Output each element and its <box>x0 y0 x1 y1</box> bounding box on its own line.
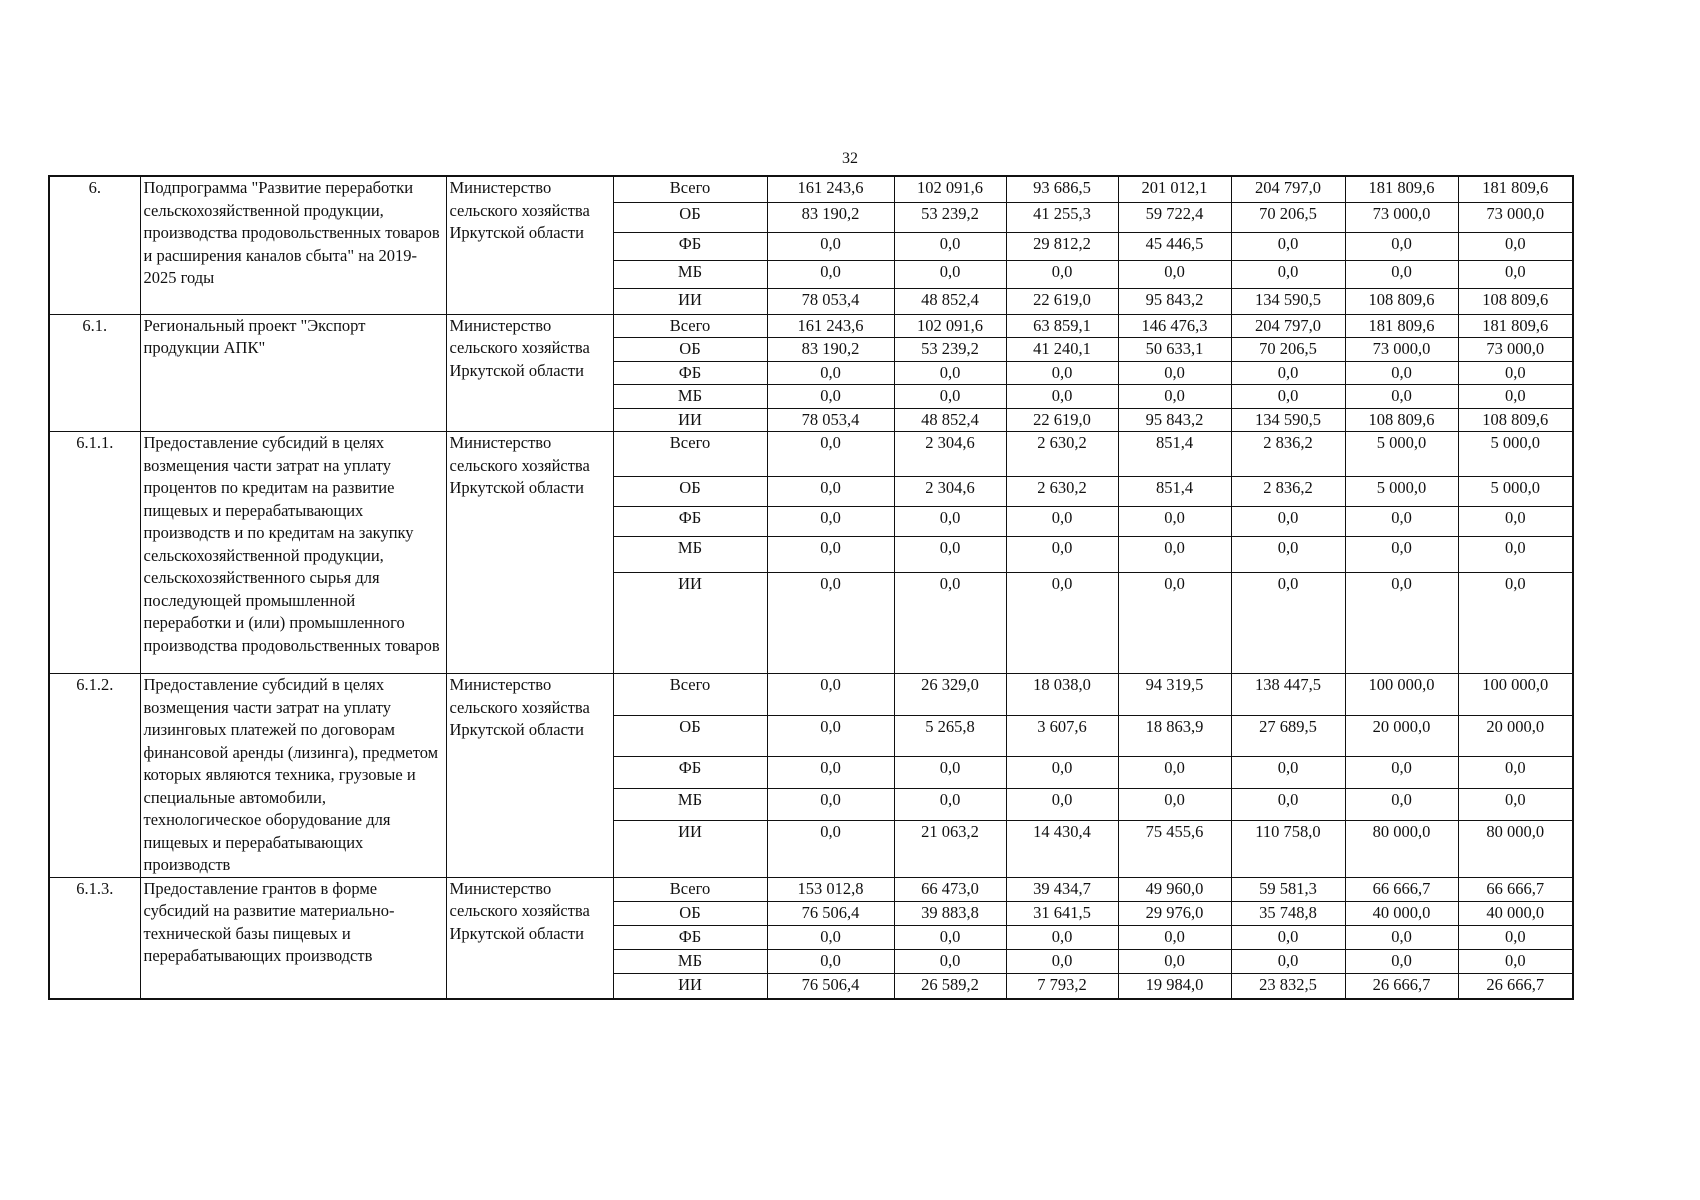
amount-cell: 66 473,0 <box>894 877 1006 901</box>
amount-cell: 0,0 <box>1231 385 1345 409</box>
amount-cell: 102 091,6 <box>894 176 1006 202</box>
page-number: 32 <box>842 150 858 167</box>
funding-source: ОБ <box>613 338 767 362</box>
amount-cell: 0,0 <box>894 507 1006 537</box>
amount-cell: 108 809,6 <box>1458 408 1573 432</box>
amount-cell: 95 843,2 <box>1118 408 1231 432</box>
amount-cell: 0,0 <box>1006 385 1118 409</box>
amount-cell: 100 000,0 <box>1458 674 1573 716</box>
amount-cell: 2 836,2 <box>1231 432 1345 477</box>
amount-cell: 181 809,6 <box>1458 314 1573 338</box>
amount-cell: 181 809,6 <box>1458 176 1573 202</box>
funding-source: ОБ <box>613 716 767 756</box>
amount-cell: 0,0 <box>1458 361 1573 385</box>
amount-cell: 161 243,6 <box>767 176 894 202</box>
amount-cell: 0,0 <box>1006 788 1118 820</box>
item-number: 6.1.1. <box>49 432 140 674</box>
responsible-executor: Министерство сельского хозяйства Иркутской области <box>446 432 613 674</box>
amount-cell: 73 000,0 <box>1458 338 1573 362</box>
amount-cell: 18 863,9 <box>1118 716 1231 756</box>
funding-source: Всего <box>613 176 767 202</box>
item-name: Подпрограмма "Развитие переработки сельскохозяйственной продукции, производства продовольственных товаров и расширения каналов сбыта" на 2019-2025 годы <box>140 176 446 314</box>
amount-cell: 0,0 <box>894 385 1006 409</box>
funding-source: МБ <box>613 788 767 820</box>
amount-cell: 40 000,0 <box>1345 901 1458 925</box>
amount-cell: 31 641,5 <box>1006 901 1118 925</box>
amount-cell: 29 812,2 <box>1006 232 1118 260</box>
amount-cell: 0,0 <box>1231 507 1345 537</box>
amount-cell: 48 852,4 <box>894 288 1006 314</box>
amount-cell: 0,0 <box>1231 788 1345 820</box>
amount-cell: 0,0 <box>1458 232 1573 260</box>
funding-source: МБ <box>613 385 767 409</box>
amount-cell: 76 506,4 <box>767 901 894 925</box>
amount-cell: 0,0 <box>1006 949 1118 973</box>
funding-source: Всего <box>613 674 767 716</box>
amount-cell: 851,4 <box>1118 432 1231 477</box>
amount-cell: 2 836,2 <box>1231 477 1345 507</box>
amount-cell: 0,0 <box>767 232 894 260</box>
amount-cell: 0,0 <box>767 432 894 477</box>
funding-source: Всего <box>613 877 767 901</box>
item-name: Предоставление субсидий в целях возмещения части затрат на уплату лизинговых платежей по договорам финансовой аренды (лизинга), предметом которых являются техника, грузовые и специальные автомобили, технологическое оборудование для пищевых и перерабатывающих производств <box>140 674 446 878</box>
amount-cell: 181 809,6 <box>1345 176 1458 202</box>
funding-source: МБ <box>613 260 767 288</box>
amount-cell: 108 809,6 <box>1345 408 1458 432</box>
amount-cell: 78 053,4 <box>767 408 894 432</box>
item-name: Предоставление грантов в форме субсидий на развитие материально-технической базы пищевых и перерабатывающих производств <box>140 877 446 999</box>
amount-cell: 70 206,5 <box>1231 338 1345 362</box>
amount-cell: 39 434,7 <box>1006 877 1118 901</box>
amount-cell: 73 000,0 <box>1345 338 1458 362</box>
amount-cell: 0,0 <box>767 788 894 820</box>
amount-cell: 2 304,6 <box>894 477 1006 507</box>
amount-cell: 0,0 <box>1458 260 1573 288</box>
table-row <box>49 176 1573 202</box>
budget-table <box>48 175 1574 1000</box>
amount-cell: 0,0 <box>767 821 894 877</box>
amount-cell: 53 239,2 <box>894 338 1006 362</box>
table-row <box>49 314 1573 338</box>
table-row <box>49 877 1573 901</box>
amount-cell: 0,0 <box>1118 788 1231 820</box>
item-number: 6. <box>49 176 140 314</box>
amount-cell: 204 797,0 <box>1231 314 1345 338</box>
amount-cell: 0,0 <box>1345 361 1458 385</box>
amount-cell: 0,0 <box>1006 573 1118 674</box>
amount-cell: 50 633,1 <box>1118 338 1231 362</box>
amount-cell: 75 455,6 <box>1118 821 1231 877</box>
amount-cell: 0,0 <box>1118 260 1231 288</box>
amount-cell: 41 240,1 <box>1006 338 1118 362</box>
funding-source: ИИ <box>613 288 767 314</box>
amount-cell: 0,0 <box>894 232 1006 260</box>
amount-cell: 851,4 <box>1118 477 1231 507</box>
amount-cell: 153 012,8 <box>767 877 894 901</box>
amount-cell: 76 506,4 <box>767 973 894 999</box>
amount-cell: 0,0 <box>894 949 1006 973</box>
item-name: Региональный проект "Экспорт продукции АПК" <box>140 314 446 432</box>
amount-cell: 5 000,0 <box>1345 432 1458 477</box>
amount-cell: 19 984,0 <box>1118 973 1231 999</box>
amount-cell: 45 446,5 <box>1118 232 1231 260</box>
amount-cell: 5 265,8 <box>894 716 1006 756</box>
amount-cell: 26 329,0 <box>894 674 1006 716</box>
amount-cell: 0,0 <box>1345 507 1458 537</box>
amount-cell: 0,0 <box>767 756 894 788</box>
amount-cell: 0,0 <box>894 788 1006 820</box>
amount-cell: 108 809,6 <box>1345 288 1458 314</box>
amount-cell: 83 190,2 <box>767 202 894 232</box>
funding-source: ФБ <box>613 361 767 385</box>
amount-cell: 0,0 <box>1231 537 1345 573</box>
amount-cell: 0,0 <box>767 573 894 674</box>
amount-cell: 0,0 <box>1006 361 1118 385</box>
responsible-executor: Министерство сельского хозяйства Иркутской области <box>446 674 613 878</box>
amount-cell: 0,0 <box>1345 232 1458 260</box>
amount-cell: 102 091,6 <box>894 314 1006 338</box>
item-name: Предоставление субсидий в целях возмещения части затрат на уплату процентов по кредитам на развитие пищевых и перерабатывающих производств и по кредитам на закупку сельскохозяйственной продукции, сельскохозяйственного сырья для последующей промышленной переработки и (или) промышленного производства продовольственных товаров <box>140 432 446 674</box>
amount-cell: 83 190,2 <box>767 338 894 362</box>
amount-cell: 0,0 <box>1458 756 1573 788</box>
amount-cell: 0,0 <box>1006 507 1118 537</box>
amount-cell: 0,0 <box>767 925 894 949</box>
amount-cell: 0,0 <box>767 260 894 288</box>
funding-source: ИИ <box>613 408 767 432</box>
amount-cell: 0,0 <box>1118 756 1231 788</box>
amount-cell: 0,0 <box>1118 537 1231 573</box>
amount-cell: 0,0 <box>1458 925 1573 949</box>
amount-cell: 0,0 <box>1231 925 1345 949</box>
amount-cell: 70 206,5 <box>1231 202 1345 232</box>
amount-cell: 100 000,0 <box>1345 674 1458 716</box>
amount-cell: 204 797,0 <box>1231 176 1345 202</box>
amount-cell: 14 430,4 <box>1006 821 1118 877</box>
amount-cell: 0,0 <box>767 674 894 716</box>
funding-source: ИИ <box>613 821 767 877</box>
amount-cell: 0,0 <box>1006 756 1118 788</box>
amount-cell: 0,0 <box>767 385 894 409</box>
amount-cell: 22 619,0 <box>1006 408 1118 432</box>
amount-cell: 0,0 <box>1458 507 1573 537</box>
amount-cell: 20 000,0 <box>1345 716 1458 756</box>
amount-cell: 0,0 <box>1345 260 1458 288</box>
funding-source: ИИ <box>613 573 767 674</box>
amount-cell: 0,0 <box>894 260 1006 288</box>
amount-cell: 66 666,7 <box>1458 877 1573 901</box>
amount-cell: 35 748,8 <box>1231 901 1345 925</box>
amount-cell: 134 590,5 <box>1231 288 1345 314</box>
amount-cell: 59 581,3 <box>1231 877 1345 901</box>
amount-cell: 0,0 <box>1006 260 1118 288</box>
amount-cell: 0,0 <box>1231 361 1345 385</box>
amount-cell: 0,0 <box>1345 788 1458 820</box>
amount-cell: 80 000,0 <box>1345 821 1458 877</box>
amount-cell: 108 809,6 <box>1458 288 1573 314</box>
funding-source: ФБ <box>613 756 767 788</box>
amount-cell: 0,0 <box>1345 385 1458 409</box>
amount-cell: 26 666,7 <box>1458 973 1573 999</box>
item-number: 6.1.3. <box>49 877 140 999</box>
amount-cell: 0,0 <box>767 477 894 507</box>
amount-cell: 23 832,5 <box>1231 973 1345 999</box>
responsible-executor: Министерство сельского хозяйства Иркутской области <box>446 877 613 999</box>
amount-cell: 93 686,5 <box>1006 176 1118 202</box>
amount-cell: 0,0 <box>1231 260 1345 288</box>
funding-source: МБ <box>613 949 767 973</box>
amount-cell: 22 619,0 <box>1006 288 1118 314</box>
amount-cell: 29 976,0 <box>1118 901 1231 925</box>
amount-cell: 27 689,5 <box>1231 716 1345 756</box>
amount-cell: 134 590,5 <box>1231 408 1345 432</box>
amount-cell: 73 000,0 <box>1345 202 1458 232</box>
amount-cell: 0,0 <box>894 756 1006 788</box>
amount-cell: 161 243,6 <box>767 314 894 338</box>
amount-cell: 0,0 <box>894 537 1006 573</box>
amount-cell: 0,0 <box>767 949 894 973</box>
amount-cell: 49 960,0 <box>1118 877 1231 901</box>
amount-cell: 0,0 <box>894 573 1006 674</box>
amount-cell: 0,0 <box>1458 788 1573 820</box>
funding-source: ИИ <box>613 973 767 999</box>
amount-cell: 0,0 <box>894 925 1006 949</box>
amount-cell: 0,0 <box>1006 537 1118 573</box>
amount-cell: 53 239,2 <box>894 202 1006 232</box>
amount-cell: 0,0 <box>1458 385 1573 409</box>
amount-cell: 0,0 <box>1231 232 1345 260</box>
amount-cell: 0,0 <box>1345 925 1458 949</box>
amount-cell: 20 000,0 <box>1458 716 1573 756</box>
amount-cell: 0,0 <box>1231 756 1345 788</box>
amount-cell: 0,0 <box>1118 385 1231 409</box>
amount-cell: 7 793,2 <box>1006 973 1118 999</box>
amount-cell: 73 000,0 <box>1458 202 1573 232</box>
funding-source: ФБ <box>613 925 767 949</box>
amount-cell: 0,0 <box>767 507 894 537</box>
amount-cell: 48 852,4 <box>894 408 1006 432</box>
amount-cell: 26 589,2 <box>894 973 1006 999</box>
funding-source: ОБ <box>613 901 767 925</box>
amount-cell: 0,0 <box>1345 573 1458 674</box>
amount-cell: 18 038,0 <box>1006 674 1118 716</box>
item-number: 6.1. <box>49 314 140 432</box>
amount-cell: 26 666,7 <box>1345 973 1458 999</box>
amount-cell: 0,0 <box>1458 949 1573 973</box>
amount-cell: 0,0 <box>1345 756 1458 788</box>
amount-cell: 2 630,2 <box>1006 432 1118 477</box>
amount-cell: 138 447,5 <box>1231 674 1345 716</box>
table-row <box>49 432 1573 477</box>
amount-cell: 63 859,1 <box>1006 314 1118 338</box>
amount-cell: 2 630,2 <box>1006 477 1118 507</box>
amount-cell: 146 476,3 <box>1118 314 1231 338</box>
amount-cell: 94 319,5 <box>1118 674 1231 716</box>
amount-cell: 0,0 <box>1345 949 1458 973</box>
amount-cell: 0,0 <box>894 361 1006 385</box>
funding-source: ФБ <box>613 507 767 537</box>
amount-cell: 0,0 <box>1118 361 1231 385</box>
funding-source: Всего <box>613 314 767 338</box>
amount-cell: 0,0 <box>1458 573 1573 674</box>
amount-cell: 5 000,0 <box>1345 477 1458 507</box>
amount-cell: 80 000,0 <box>1458 821 1573 877</box>
table-body <box>49 176 1573 999</box>
amount-cell: 0,0 <box>1231 949 1345 973</box>
amount-cell: 59 722,4 <box>1118 202 1231 232</box>
responsible-executor: Министерство сельского хозяйства Иркутской области <box>446 176 613 314</box>
amount-cell: 66 666,7 <box>1345 877 1458 901</box>
amount-cell: 3 607,6 <box>1006 716 1118 756</box>
amount-cell: 0,0 <box>1118 573 1231 674</box>
item-number: 6.1.2. <box>49 674 140 878</box>
funding-source: ОБ <box>613 477 767 507</box>
amount-cell: 5 000,0 <box>1458 432 1573 477</box>
table-row <box>49 674 1573 716</box>
amount-cell: 78 053,4 <box>767 288 894 314</box>
amount-cell: 5 000,0 <box>1458 477 1573 507</box>
funding-source: ОБ <box>613 202 767 232</box>
amount-cell: 110 758,0 <box>1231 821 1345 877</box>
amount-cell: 21 063,2 <box>894 821 1006 877</box>
amount-cell: 201 012,1 <box>1118 176 1231 202</box>
amount-cell: 0,0 <box>1345 537 1458 573</box>
amount-cell: 0,0 <box>767 361 894 385</box>
amount-cell: 39 883,8 <box>894 901 1006 925</box>
amount-cell: 41 255,3 <box>1006 202 1118 232</box>
funding-source: Всего <box>613 432 767 477</box>
amount-cell: 0,0 <box>767 716 894 756</box>
amount-cell: 95 843,2 <box>1118 288 1231 314</box>
amount-cell: 0,0 <box>767 537 894 573</box>
amount-cell: 0,0 <box>1118 507 1231 537</box>
amount-cell: 40 000,0 <box>1458 901 1573 925</box>
funding-source: ФБ <box>613 232 767 260</box>
funding-source: МБ <box>613 537 767 573</box>
amount-cell: 0,0 <box>1231 573 1345 674</box>
amount-cell: 0,0 <box>1006 925 1118 949</box>
amount-cell: 0,0 <box>1118 949 1231 973</box>
amount-cell: 181 809,6 <box>1345 314 1458 338</box>
responsible-executor: Министерство сельского хозяйства Иркутской области <box>446 314 613 432</box>
amount-cell: 0,0 <box>1118 925 1231 949</box>
amount-cell: 2 304,6 <box>894 432 1006 477</box>
amount-cell: 0,0 <box>1458 537 1573 573</box>
